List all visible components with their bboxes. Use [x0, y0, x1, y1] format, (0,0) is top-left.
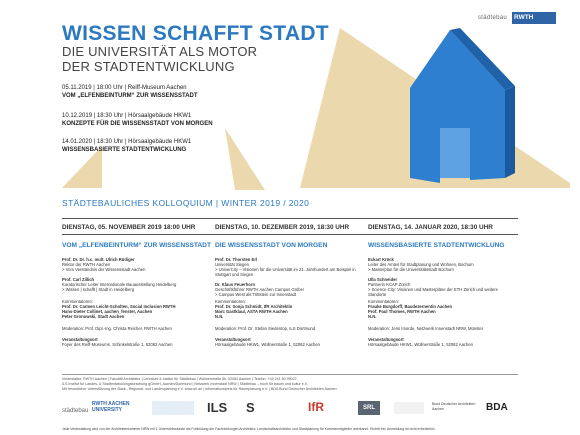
column-1-title: VOM „ELFENBEINTURM“ ZUR WISSENSSTADT: [62, 242, 211, 249]
commentator-1: Prof. Dr. Sonja Schmidt, IfR Architektin: [215, 304, 293, 309]
speaker-2-talk: > Wissen | schafft | Stadt in Heidelberg: [62, 287, 135, 292]
commentator-3: N.N.: [215, 314, 224, 319]
house-shape-inner: [440, 128, 470, 178]
staedtebau-logo: städtebau: [62, 408, 89, 414]
logo-placeholder-2: [394, 402, 424, 414]
bda-logo: BDA: [486, 402, 508, 413]
column-1-date: DIENSTAG, 05. NOVEMBER 2019 18:00 UHR: [62, 224, 196, 231]
footer-line-1: Veranstalter: RWTH Aachen | Fakultät Architektur | Lehrstuhl & Institut für Städtebau | Wüllnerstraße 5b, 52062 Aachen | Telefon: +49 241 80 95022: [62, 377, 297, 381]
venue-label: Veranstaltungsort: [215, 337, 251, 342]
speaker-2-role: Partnerin KCAP Zürich: [368, 282, 411, 287]
event-3-title: WISSENSBASIERTE STADTENTWICKLUNG: [62, 147, 187, 153]
commentator-1: Prof. Dr. Carmen Leicht-Scholten, Social Inclusion RWTH: [62, 304, 176, 309]
commentator-3: Peter Gronowski, Stadt Aachen: [62, 314, 125, 319]
rwth-logo: RWTH AACHEN UNIVERSITY: [512, 12, 556, 24]
venue: Foyer des Reiff-Museums, Schinkelstraße 1, 52062 Aachen: [62, 342, 173, 347]
subtitle-line-2: DER STADTENTWICKLUNG: [62, 59, 235, 74]
speaker-2-talk: > Campus West als Trittstein zur Innenstadt: [215, 292, 297, 297]
sponsor-logos: [62, 399, 518, 417]
divider-middle: [62, 234, 518, 235]
column-3-date: DIENSTAG, 14. JANUAR 2020, 18:30 UHR: [368, 224, 493, 231]
commentator-2: Hans-Dieter Collinet, aachen_fenster, Aachen: [62, 309, 153, 314]
speaker-2-role: Geschäftsführer RWTH Aachen Campus GmbH: [215, 287, 304, 292]
commentator-3: N.N.: [368, 314, 377, 319]
tan-triangle: [225, 128, 265, 190]
speaker-1-name: Prof. Dr. Thorsten Erl: [215, 257, 258, 262]
speaker-1-role: Leiter des Amtes für Stadtplanung und Wohnen, Bochum: [368, 262, 474, 267]
footer-line-2: ILS Institut für Landes- & Stadtentwicklungsforschung gGmbH, Aachen/Dortmund | Netzwerk Innenstadt NRW | Städtebau – euch für bauen und kultur e.V.: [62, 382, 308, 386]
ifr-logo: IfR: [308, 400, 324, 414]
commentator-1: Frauke Burgdorff, Baudezernentin Aachen: [368, 304, 453, 309]
column-3-title: WISSENSBASIERTE STADTENTWICKLUNG: [368, 242, 505, 249]
speaker-2-name: Ulla Schneider: [368, 277, 398, 282]
subtitle-line-1: DIE UNIVERSITÄT ALS MOTOR: [62, 44, 258, 59]
bottom-note: Jede Veranstaltung wird von der Architektenkammer NRW mit 1 Unterrichtsstunde als Fortbildung der Fachrichtungen Architektur, Landschaftsarchitektur und Stadtplanung für Kammermitglieder anerkannt. Eintritt frei, Anmeldung ist nicht erforderlich.: [62, 427, 436, 431]
speaker-1-talk: > Masterplan für die Universitätsstadt Bochum: [368, 267, 454, 272]
speaker-1-talk: > UniverCity – Visionen für die Universität im 21. Jahrhundert am Beispiel in Stuttgart und Siegen: [215, 267, 356, 277]
speaker-1-role: Universität Siegen: [215, 262, 249, 267]
column-2-date: DIENSTAG, 10. DEZEMBER 2019, 18:30 UHR: [215, 224, 350, 231]
s-logo: S: [246, 400, 255, 415]
speaker-2-name: Prof. Carl Zillich: [62, 277, 95, 282]
venue: Hörsaalgebäude HKW1, Wüllnerstraße 1, 52062 Aachen: [368, 342, 473, 347]
moderation: Moderation: Prof. Dipl.-Ing. Christa Reicher, RWTH Aachen: [62, 326, 172, 331]
event-1-datetime: 05.11.2019 | 18:00 Uhr | Reiff-Museum Aachen: [62, 85, 187, 91]
event-1: [62, 84, 198, 100]
event-3-datetime: 14.01.2020 | 18:30 Uhr | Hörsaalgebäude HKW1: [62, 139, 192, 145]
column-1-body: [62, 257, 210, 347]
venue-label: Veranstaltungsort: [368, 337, 404, 342]
speaker-1-name: Eckart Kröck: [368, 257, 394, 262]
page-title: WISSEN SCHAFFT STADT: [62, 22, 329, 45]
moderation: Moderation: Jens Imorde, Netzwerk Innenstadt NRW, Münster: [368, 326, 484, 331]
colloquium-heading: STÄDTEBAULICHES KOLLOQUIUM | WINTER 2019 / 2020: [62, 198, 310, 208]
column-2-body: [215, 257, 363, 347]
column-2-title: DIE WISSENSSTADT VON MORGEN: [215, 242, 328, 249]
divider-top: [62, 218, 518, 219]
staedtebau-logo: städtebau: [478, 15, 508, 21]
rwth-logo: RWTH AACHEN UNIVERSITY: [92, 401, 130, 413]
speaker-1-role: Rektor der RWTH Aachen: [62, 262, 111, 267]
event-1-title: VOM „ELFENBEINTURM“ ZUR WISSENSSTADT: [62, 93, 198, 99]
speaker-2-name: Dr. Klaus Feuerhorn: [215, 282, 256, 287]
venue: Hörsaalgebäude HKW1, Wüllnerstraße 1, 52062 Aachen: [215, 342, 320, 347]
house-shape-side: [505, 86, 515, 178]
commentator-2: Marc Gastklaul, ASTA RWTH Aachen: [215, 309, 288, 314]
speaker-1-talk: > Vom Verständnis der Wissensstadt Aachen: [62, 267, 146, 272]
footer-text: [62, 377, 518, 392]
event-3: [62, 138, 191, 154]
speaker-1-name: Prof. Dr. Dr. h.c. mult. Ulrich Rüdiger: [62, 257, 135, 262]
commentators-label: Kommentatoren:: [215, 299, 246, 304]
divider-bottom: [62, 374, 518, 375]
srl-logo: SRL: [358, 401, 380, 415]
event-2: [62, 112, 213, 128]
ils-logo: ILS: [207, 400, 228, 415]
bda-caption: Bund Deutscher Architekten Aachen: [432, 402, 476, 411]
speaker-2-talk: > Science City: Visionen und Masterpläne der ETH Zürich und weitere Standorte: [368, 287, 498, 297]
event-2-title: KONZEPTE FÜR DIE WISSENSSTADT VON MORGEN: [62, 121, 213, 127]
commentators-label: Kommentatoren:: [62, 299, 93, 304]
column-3-body: [368, 257, 516, 347]
commentator-2: Prof. Paul Thomes, RWTH Aachen: [368, 309, 436, 314]
moderation: Moderation: Prof. Dr. Stefan Siedentop, ILS Dortmund: [215, 326, 316, 331]
illustration: [300, 28, 570, 188]
header-logo: [478, 12, 560, 45]
speaker-2-role: Kuratorischer Leiter Internationale Bauausstellung Heidelberg: [62, 282, 177, 287]
footer-line-3: Mit freundlicher Unterstützung der Stadt-, Regional- und Landesplanung e.V. www.srl.de | Informationskreis für Raumplanung e.V. | BDA Bund Deutscher Architekten Aachen: [62, 387, 337, 391]
commentators-label: Kommentatoren:: [368, 299, 399, 304]
event-2-datetime: 10.12.2019 | 18:30 Uhr | Hörsaalgebäude HKW1: [62, 113, 192, 119]
logo-placeholder-1: [152, 401, 194, 415]
venue-label: Veranstaltungsort: [62, 337, 98, 342]
